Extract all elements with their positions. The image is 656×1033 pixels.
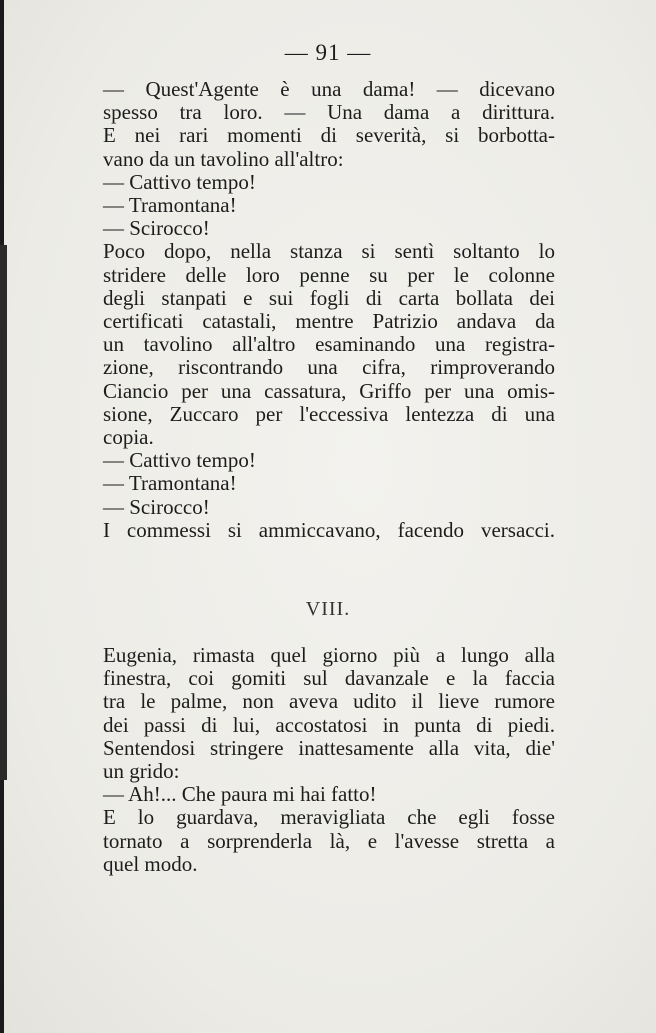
text-section-1: [103, 78, 555, 542]
text-line: E lo guardava, meravigliata che egli fosse: [103, 805, 555, 830]
text-line: quel modo.: [103, 851, 198, 876]
text-line: un tavolino all'altro esaminando una registra-: [103, 332, 555, 357]
text-line: certificati catastali, mentre Patrizio andava da: [103, 309, 555, 334]
text-line: tra le palme, non aveva udito il lieve rumore: [103, 689, 555, 714]
text-line: — Ah!... Che paura mi hai fatto!: [103, 782, 377, 807]
text-line: — Tramontana!: [103, 471, 237, 496]
text-line: I commessi si ammiccavano, facendo versacci.: [103, 517, 555, 542]
text-line: Eugenia, rimasta quel giorno più a lungo alla: [103, 643, 555, 667]
text-line: dei passi di lui, accostatosi in punta di piedi.: [103, 712, 555, 737]
text-line: finestra, coi gomiti sul davanzale e la faccia: [103, 666, 555, 691]
text-line: — Cattivo tempo!: [103, 169, 256, 194]
text-line: spesso tra loro. — Una dama a dirittura.: [103, 100, 555, 125]
text-line: Sentendosi stringere inattesamente alla vita, die': [103, 735, 555, 760]
text-line: zione, riscontrando una cifra, rimproverando: [103, 355, 555, 380]
text-line: — Cattivo tempo!: [103, 448, 256, 473]
text-line: degli stanpati e sui fogli di carta bollata dei: [103, 285, 555, 310]
page-binding-shadow: [0, 245, 7, 780]
text-line: copia.: [103, 425, 154, 450]
text-line: vano da un tavolino all'altro:: [103, 146, 344, 171]
text-line: — Quest'Agente è una dama! — dicevano: [103, 77, 555, 101]
text-line: un grido:: [103, 759, 180, 784]
text-line: — Scirocco!: [103, 216, 210, 241]
text-line: Ciancio per una cassatura, Griffo per una omis-: [103, 378, 555, 403]
text-line: stridere delle loro penne su per le colonne: [103, 262, 555, 287]
page-number: — 91 —: [284, 40, 372, 65]
text-line: Poco dopo, nella stanza si sentì soltanto lo: [103, 239, 555, 264]
text-section-2: [103, 644, 555, 876]
text-line: — Tramontana!: [103, 193, 237, 218]
text-line: E nei rari momenti di severità, si borbotta-: [103, 123, 555, 148]
text-line: sione, Zuccaro per l'eccessiva lentezza di una: [103, 401, 555, 426]
chapter-heading: VIII.: [305, 598, 351, 620]
text-line: tornato a sorprenderla là, e l'avesse stretta a: [103, 828, 555, 853]
text-line: — Scirocco!: [103, 494, 210, 519]
